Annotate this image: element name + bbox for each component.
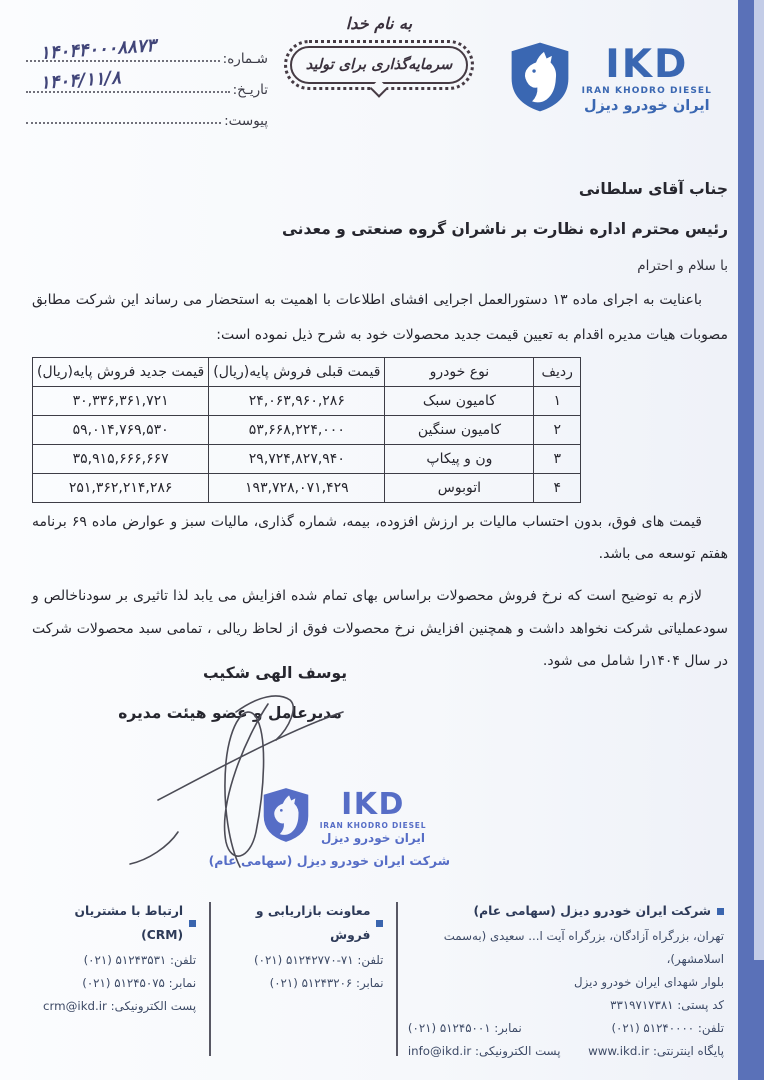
- logo-ikd-wordmark: IKD: [605, 41, 689, 87]
- slogan-seal: [284, 40, 474, 90]
- crm-phone: [43, 949, 196, 972]
- sales-fax: [224, 972, 384, 995]
- company-stamp: [208, 786, 450, 868]
- cell-row-number: ۲: [534, 416, 581, 445]
- fax-label: نمابر:: [494, 1020, 522, 1035]
- crm-email: [43, 995, 196, 1018]
- paragraph-tax-note: قیمت های فوق، بدون احتساب مالیات بر ارزش افزوده، بیمه، شماره گذاری، مالیات سبز و عوارض ماده ۶۹ برنامه هفتم توسعه می باشد.: [32, 514, 728, 563]
- recipient-name: جناب آقای سلطانی: [578, 180, 728, 198]
- paragraph-explanation: لازم به توضیح است که نرخ فروش محصولات براساس بهای تمام شده افزایش می یابد لذا تاثیری بر سودناخالص و سودعملیاتی شرکت نخواهد داشت و همچنین افزایش نرخ محصولات فوق از لحاظ ریالی ، تمامی سبد محصولات شرکت در سال ۱۴۰۴را شامل می شود.: [32, 588, 728, 669]
- cell-row-number: ۳: [534, 445, 581, 474]
- paragraph-intro: باعنایت به اجرای ماده ۱۳ دستورالعمل اجرایی افشای اطلاعات با اهمیت به استحضار می رساند این شرکت مطابق مصوبات هیات مدیره اقدام به تعیین قیمت جدید محصولات خود به شرح ذیل نموده است:: [32, 292, 728, 343]
- date-label: تاریـخ:: [232, 82, 268, 98]
- sales-title-row: [224, 900, 384, 948]
- fax-area-code: (۰۲۱): [82, 975, 111, 990]
- postal-value: ۳۳۱۹۷۱۷۳۸۱: [610, 997, 674, 1012]
- phone-area-code: (۰۲۱): [83, 952, 112, 967]
- meta-date-row: [26, 67, 268, 98]
- logo-persian-name: ایران خودرو دیزل: [583, 97, 710, 114]
- stamp-caption: شرکت ایران خودرو دیزل (سهامی عام): [208, 853, 450, 868]
- fax-area-code: (۰۲۱): [269, 975, 298, 990]
- header-center-seal: [284, 14, 474, 90]
- attachment-dotted-line: [26, 122, 221, 124]
- phone-value: ۵۱۲۴۰۰۰۰: [643, 1020, 695, 1035]
- cell-new-price: ۳۰,۳۳۶,۳۶۱,۷۲۱: [33, 387, 209, 416]
- fax-value: ۵۱۲۴۵۰۰۱: [439, 1020, 491, 1035]
- phone-value: ۵۱۲۴۳۵۳۱: [115, 952, 167, 967]
- postal-label: کد پستی:: [677, 997, 724, 1012]
- col-header-previous-price: قیمت قبلی فروش پایه(ریال): [209, 358, 385, 387]
- cell-row-number: ۴: [534, 474, 581, 503]
- footer: [30, 900, 724, 1063]
- sales-phone: [224, 949, 384, 972]
- cell-new-price: ۲۵۱,۳۶۲,۲۱۴,۲۸۶: [33, 474, 209, 503]
- phone-label: تلفن:: [357, 952, 384, 967]
- cell-vehicle-type: اتوبوس: [385, 474, 534, 503]
- website-value: www.ikd.ir: [588, 1043, 650, 1058]
- scan-edge-bottom: [738, 960, 764, 1080]
- horse-shield-icon: [507, 40, 573, 118]
- cell-vehicle-type: ون و پیکاپ: [385, 445, 534, 474]
- cell-previous-price: ۲۹,۷۲۴,۸۲۷,۹۴۰: [209, 445, 385, 474]
- ikd-logo: [507, 40, 712, 118]
- table-row: [33, 387, 581, 416]
- number-handwritten-value: ۱۴۰۴۴۰۰۰۸۸۷۳: [39, 34, 157, 65]
- cell-previous-price: ۲۴,۰۶۳,۹۶۰,۲۸۶: [209, 387, 385, 416]
- footer-company-column: [398, 900, 724, 1063]
- attachment-label: پیوست:: [224, 113, 268, 129]
- meta-number-row: [26, 36, 268, 67]
- salutation: با سلام و احترام: [637, 258, 728, 274]
- letter-body: [32, 180, 728, 677]
- cell-row-number: ۱: [534, 387, 581, 416]
- recipient-title: رئیس محترم اداره نظارت بر ناشران گروه صنعتی و معدنی: [281, 220, 728, 238]
- email-value: crm@ikd.ir: [43, 998, 107, 1013]
- crm-title-row: [43, 900, 196, 948]
- company-address-line2: بلوار شهدای ایران خودرو دیزل: [574, 974, 724, 989]
- fax-label: نمابر:: [168, 975, 197, 990]
- stamp-ikd-wordmark: IKD: [341, 787, 405, 823]
- signer-title: مدیرعامل و عضو هیئت مدیره: [118, 704, 342, 722]
- fax-value: ۵۱۲۴۵۰۷۵: [114, 975, 165, 990]
- phone-area-code: (۰۲۱): [611, 1020, 640, 1035]
- basmala-text: به نام خدا: [345, 14, 413, 33]
- stamp-horse-shield-icon: [260, 786, 312, 848]
- cell-previous-price: ۱۹۳,۷۲۸,۰۷۱,۴۲۹: [209, 474, 385, 503]
- company-title: شرکت ایران خودرو دیزل (سهامی عام): [473, 904, 711, 918]
- company-title-row: [408, 900, 724, 924]
- slogan-text: سرمایه‌گذاری برای تولید: [290, 46, 468, 84]
- company-phone: [611, 1017, 724, 1040]
- email-label: پست الکترونیکی:: [110, 998, 197, 1013]
- company-fax: [408, 1017, 522, 1040]
- table-row: [33, 474, 581, 503]
- stamp-persian-name: ایران خودرو دیزل: [320, 830, 426, 845]
- price-table: [32, 357, 581, 503]
- square-bullet-icon: [717, 908, 724, 915]
- email-value: info@ikd.ir: [407, 1043, 472, 1058]
- crm-fax: [43, 972, 196, 995]
- footer-divider: [209, 902, 210, 1056]
- phone-label: تلفن:: [170, 952, 197, 967]
- cell-new-price: ۵۹,۰۱۴,۷۶۹,۵۳۰: [33, 416, 209, 445]
- company-phone-fax-row: [408, 1017, 724, 1040]
- date-handwritten-value: ۱۴۰۴/۱۱/۸: [39, 67, 122, 94]
- stamp-english-name: IRAN KHODRO DIESEL: [319, 821, 427, 831]
- company-postal-code: [408, 994, 724, 1017]
- square-bullet-icon: [189, 920, 196, 927]
- phone-area-code: (۰۲۱): [254, 952, 283, 967]
- phone-value: ۵۱۲۴۲۷۷۰-۷۱: [285, 952, 354, 967]
- meta-attachment-row: [26, 98, 268, 129]
- stamp-logo-row: [236, 786, 450, 848]
- sales-title: معاونت بازاریابی و فروش: [255, 904, 371, 942]
- col-header-new-price: قیمت جدید فروش پایه(ریال): [33, 358, 209, 387]
- table-header-row: [33, 358, 581, 387]
- cell-new-price: ۳۵,۹۱۵,۶۶۶,۶۶۷: [33, 445, 209, 474]
- fax-value: ۵۱۲۴۳۲۰۶: [301, 975, 353, 990]
- company-email: [408, 1040, 561, 1063]
- company-address-line1: تهران، بزرگراه آزادگان، بزرگراه آیت ا... سعیدی (به‌سمت اسلامشهر)،: [443, 928, 724, 966]
- logo-text-block: [581, 41, 712, 114]
- cell-vehicle-type: کامیون سنگین: [385, 416, 534, 445]
- footer-sales-column: [211, 900, 397, 1063]
- col-header-row-number: ردیف: [534, 358, 581, 387]
- company-website: [588, 1040, 724, 1063]
- crm-title: ارتباط با مشتریان (CRM): [74, 904, 184, 942]
- col-header-vehicle-type: نوع خودرو: [385, 358, 534, 387]
- table-row: [33, 445, 581, 474]
- stamp-logo-text: [319, 787, 427, 845]
- scan-edge-dark: [738, 0, 754, 1080]
- letter-meta-block: [26, 36, 268, 129]
- footer-divider: [396, 902, 397, 1056]
- fax-label: نمابر:: [356, 975, 384, 990]
- logo-english-name: IRAN KHODRO DIESEL: [581, 85, 712, 96]
- signer-name: یوسف الهی شکیب: [202, 664, 348, 682]
- phone-label: تلفن:: [697, 1020, 724, 1035]
- footer-crm-column: [30, 900, 209, 1063]
- website-label: پایگاه اینترنتی:: [652, 1043, 724, 1058]
- table-row: [33, 416, 581, 445]
- cell-previous-price: ۵۳,۶۶۸,۲۲۴,۰۰۰: [209, 416, 385, 445]
- square-bullet-icon: [376, 920, 383, 927]
- fax-area-code: (۰۲۱): [407, 1020, 437, 1035]
- company-web-email-row: [408, 1040, 724, 1063]
- cell-vehicle-type: کامیون سبک: [385, 387, 534, 416]
- email-label: پست الکترونیکی:: [475, 1043, 561, 1058]
- number-label: شـماره:: [222, 51, 268, 67]
